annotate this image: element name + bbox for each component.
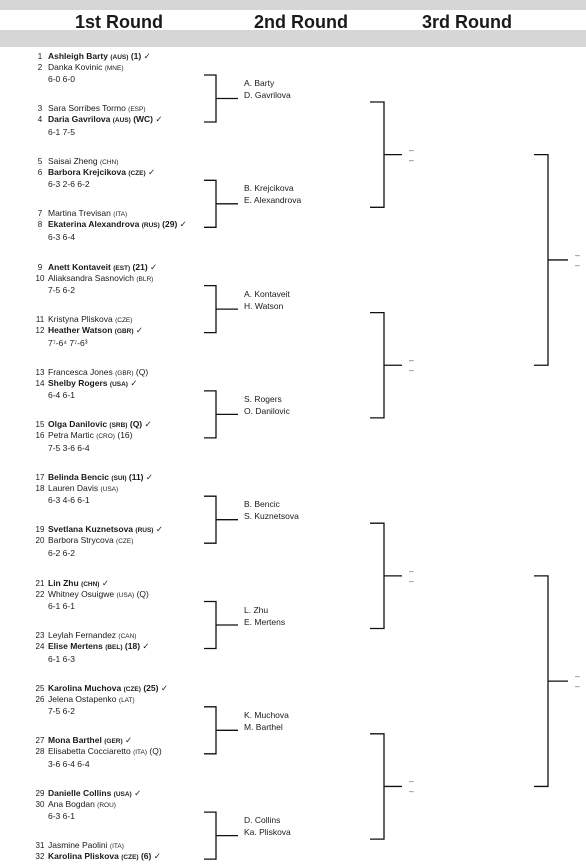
- player-name: Jelena Ostapenko: [48, 693, 117, 704]
- seed-number: 25: [35, 683, 45, 693]
- round2-player: D. Collins: [244, 815, 281, 826]
- seed-number: 26: [35, 694, 45, 704]
- seed-label: (16): [117, 429, 133, 440]
- winner-check-icon: ✓: [179, 219, 187, 230]
- player-name: Saisai Zheng: [48, 156, 98, 167]
- round3-player: –: [409, 565, 414, 576]
- winner-check-icon: ✓: [150, 261, 158, 272]
- country-code: (CZE): [121, 854, 139, 862]
- seed-label: (Q): [135, 366, 149, 377]
- country-code: (RUS): [141, 222, 160, 230]
- country-code: (ITA): [113, 211, 128, 219]
- bracket-connector-r1: [204, 180, 238, 227]
- round2-player: L. Zhu: [244, 604, 269, 615]
- round-header-3: 3rd Round: [422, 12, 512, 32]
- bracket-connector-r2: [370, 523, 402, 628]
- bracket-connector-r3: [534, 155, 568, 366]
- seed-number: 16: [35, 430, 45, 440]
- round2-player: E. Mertens: [244, 616, 286, 627]
- player-name: Francesca Jones: [48, 366, 113, 377]
- bracket-connector-r3: [534, 576, 568, 787]
- seed-number: 3: [37, 104, 43, 113]
- round3-player: –: [409, 575, 414, 586]
- seed-number: 11: [35, 314, 45, 324]
- country-code: (USA): [113, 791, 132, 799]
- round2-player: B. Bencic: [244, 499, 280, 510]
- round3-player: –: [409, 365, 414, 376]
- country-code: (USA): [116, 591, 135, 599]
- country-code: (USA): [100, 486, 119, 494]
- round2-player: K. Muchova: [244, 709, 289, 720]
- player-name: Karolina Muchova: [48, 682, 122, 693]
- match-score: 6-3 2-6 6-2: [48, 179, 90, 190]
- round3-player: –: [409, 786, 414, 797]
- round-header-2: 2nd Round: [254, 12, 348, 32]
- country-code: (CAN): [118, 632, 137, 640]
- bracket-connector-r1: [204, 75, 238, 122]
- player-name: Elise Mertens: [48, 640, 103, 651]
- player-name: Lin Zhu: [48, 577, 79, 588]
- round4-player: –: [575, 259, 580, 270]
- round4-player: –: [575, 671, 580, 682]
- bracket-connector-r1: [204, 602, 238, 649]
- seed-number: 7: [37, 209, 43, 219]
- match-score: 6-4 6-1: [48, 389, 75, 400]
- seed-number: 6: [37, 168, 43, 178]
- country-code: (CZE): [128, 170, 146, 178]
- winner-check-icon: ✓: [155, 114, 163, 124]
- winner-check-icon: ✓: [101, 577, 109, 588]
- seed-number: 5: [37, 157, 43, 167]
- winner-check-icon: ✓: [135, 324, 144, 335]
- seed-label: (11): [128, 472, 144, 483]
- match-score: 7-5 3-6 6-4: [48, 442, 90, 453]
- seed-number: 17: [35, 473, 45, 483]
- match-score: 6-1 6-1: [48, 600, 75, 611]
- player-name: Shelby Rogers: [48, 377, 108, 388]
- player-name: Olga Danilovic: [48, 418, 108, 429]
- match-score: 6-1 7-5: [48, 127, 75, 137]
- bracket-connector-r1: [204, 707, 238, 754]
- country-code: (CHN): [81, 580, 100, 588]
- country-code: (AUS): [110, 54, 129, 61]
- country-code: (ITA): [109, 843, 124, 851]
- country-code: (ROU): [97, 802, 116, 810]
- seed-number: 19: [35, 525, 45, 535]
- winner-check-icon: ✓: [142, 640, 150, 651]
- match-score: 6-3 6-4: [48, 232, 75, 243]
- player-name: Lauren Davis: [48, 483, 99, 494]
- player-name: Barbora Strycova: [48, 535, 114, 546]
- country-code: (BEL): [105, 643, 123, 651]
- match-score: 7⁷-6⁴ 7⁷-6³: [48, 337, 88, 348]
- player-name: Whitney Osuigwe: [48, 588, 115, 599]
- seed-number: 28: [35, 746, 45, 756]
- player-name: Leylah Fernandez: [48, 629, 117, 640]
- bracket-connector-r1: [204, 496, 238, 543]
- seed-number: 1: [37, 52, 43, 61]
- seed-number: 9: [37, 262, 43, 272]
- seed-label: (WC): [133, 114, 154, 124]
- country-code: (ITA): [133, 748, 148, 756]
- country-code: (RUS): [135, 527, 154, 535]
- player-name: Svetlana Kuznetsova: [48, 524, 134, 535]
- seed-number: 12: [35, 325, 45, 335]
- round2-player: M. Barthel: [244, 721, 283, 732]
- match-score: 6-2 6-2: [48, 548, 75, 559]
- seed-label: (29): [162, 219, 178, 230]
- round2-player: S. Kuznetsova: [244, 511, 299, 522]
- country-code: (CRO): [96, 432, 115, 440]
- seed-number: 32: [35, 852, 45, 862]
- round4-player: –: [575, 681, 580, 692]
- match-score: 6-3 6-1: [48, 811, 75, 822]
- round4-player: –: [575, 249, 580, 260]
- player-name: Aliaksandra Sasnovich: [48, 272, 134, 283]
- seed-number: 30: [35, 800, 45, 810]
- seed-number: 23: [35, 630, 45, 640]
- match-score: 6-3 4-6 6-1: [48, 495, 90, 506]
- winner-check-icon: ✓: [145, 472, 154, 483]
- player-name: Danka Kovinic: [48, 62, 103, 72]
- bracket-connector-r2: [370, 313, 402, 418]
- bracket-connector-r1: [204, 286, 238, 333]
- winner-check-icon: ✓: [134, 788, 142, 799]
- winner-check-icon: ✓: [148, 167, 156, 178]
- seed-number: 31: [35, 841, 45, 851]
- match-score: 7-5 6-2: [48, 284, 75, 295]
- bracket-connector-r2: [370, 734, 402, 839]
- round3-player: –: [409, 154, 414, 165]
- player-name: Heather Watson: [48, 324, 113, 335]
- winner-check-icon: ✓: [125, 734, 133, 745]
- round3-player: –: [409, 144, 414, 155]
- winner-check-icon: ✓: [153, 851, 161, 862]
- seed-number: 4: [37, 115, 43, 124]
- seed-number: 14: [35, 378, 45, 388]
- country-code: (BLR): [136, 275, 154, 283]
- country-code: (AUS): [112, 117, 131, 124]
- round2-player: B. Krejcikova: [244, 183, 294, 194]
- bracket-connector-r2: [370, 102, 402, 207]
- winner-check-icon: ✓: [160, 682, 168, 693]
- seed-label: (1): [130, 51, 142, 61]
- match-score: 7-5 6-2: [48, 705, 75, 716]
- round-header-1: 1st Round: [75, 12, 163, 32]
- round2-player: E. Alexandrova: [244, 195, 302, 206]
- player-name: Elisabetta Cocciaretto: [48, 745, 131, 756]
- seed-label: (Q): [136, 588, 149, 599]
- country-code: (CZE): [115, 316, 133, 324]
- player-name: Kristyna Pliskova: [48, 313, 113, 324]
- seed-label: (Q): [149, 745, 162, 756]
- seed-number: 27: [35, 735, 45, 745]
- country-code: (EST): [113, 264, 131, 272]
- player-name: Ana Bogdan: [48, 799, 95, 810]
- country-code: (CHN): [100, 159, 119, 167]
- country-code: (GER): [104, 737, 123, 745]
- country-code: (GBR): [115, 369, 134, 377]
- round2-player: Ka. Pliskova: [244, 827, 291, 838]
- player-name: Daria Gavrilova: [48, 114, 111, 124]
- player-name: Belinda Bencic: [48, 472, 109, 483]
- round2-player: H. Watson: [244, 300, 284, 311]
- seed-number: 29: [35, 789, 45, 799]
- seed-number: 15: [35, 419, 45, 429]
- round2-player: A. Barty: [244, 78, 275, 88]
- country-code: (CZE): [116, 538, 134, 546]
- player-name: Karolina Pliskova: [48, 851, 119, 862]
- seed-number: 2: [37, 63, 43, 72]
- player-name: Ashleigh Barty: [48, 51, 108, 61]
- winner-check-icon: ✓: [144, 418, 152, 429]
- seed-label: (21): [132, 261, 148, 272]
- player-name: Ekaterina Alexandrova: [48, 219, 140, 230]
- match-score: 3-6 6-4 6-4: [48, 758, 90, 769]
- country-code: (MNE): [104, 65, 124, 72]
- player-name: Jasmine Paolini: [48, 840, 108, 851]
- winner-check-icon: ✓: [155, 524, 163, 535]
- player-name: Martina Trevisan: [48, 208, 111, 219]
- winner-check-icon: ✓: [130, 377, 138, 388]
- match-score: 6-1 6-3: [48, 653, 75, 664]
- country-code: (LAT): [118, 696, 135, 704]
- country-code: (ESP): [128, 106, 146, 113]
- match-score: 6-0 6-0: [48, 74, 75, 84]
- round3-player: –: [409, 776, 414, 787]
- bracket-connector-r1: [204, 391, 238, 438]
- seed-number: 22: [35, 589, 45, 599]
- seed-label: (25): [143, 682, 159, 693]
- country-code: (USA): [109, 380, 128, 388]
- round2-player: O. Danilovic: [244, 405, 290, 416]
- seed-label: (6): [140, 851, 152, 862]
- player-name: Sara Sorribes Tormo: [48, 103, 126, 113]
- seed-label: (18): [124, 640, 141, 651]
- round2-player: S. Rogers: [244, 393, 282, 404]
- player-name: Mona Barthel: [48, 734, 102, 745]
- seed-number: 18: [35, 484, 45, 494]
- country-code: (GBR): [114, 327, 134, 335]
- seed-number: 24: [35, 641, 45, 651]
- round3-player: –: [409, 355, 414, 366]
- winner-check-icon: ✓: [143, 51, 151, 61]
- bracket-connector-r1: [204, 812, 238, 859]
- round2-player: A. Kontaveit: [244, 288, 290, 299]
- player-name: Danielle Collins: [48, 788, 112, 799]
- seed-number: 8: [37, 220, 43, 230]
- seed-number: 10: [35, 273, 45, 283]
- country-code: (CZE): [123, 685, 141, 693]
- seed-label: (Q): [129, 418, 143, 429]
- round2-player: D. Gavrilova: [244, 90, 291, 100]
- player-name: Anett Kontaveit: [48, 261, 111, 272]
- player-name: Barbora Krejcikova: [48, 167, 126, 178]
- country-code: (SUI): [111, 475, 127, 483]
- seed-number: 13: [35, 367, 45, 377]
- country-code: (SRB): [109, 421, 128, 429]
- player-name: Petra Martic: [48, 429, 94, 440]
- seed-number: 20: [35, 536, 45, 546]
- seed-number: 21: [35, 578, 45, 588]
